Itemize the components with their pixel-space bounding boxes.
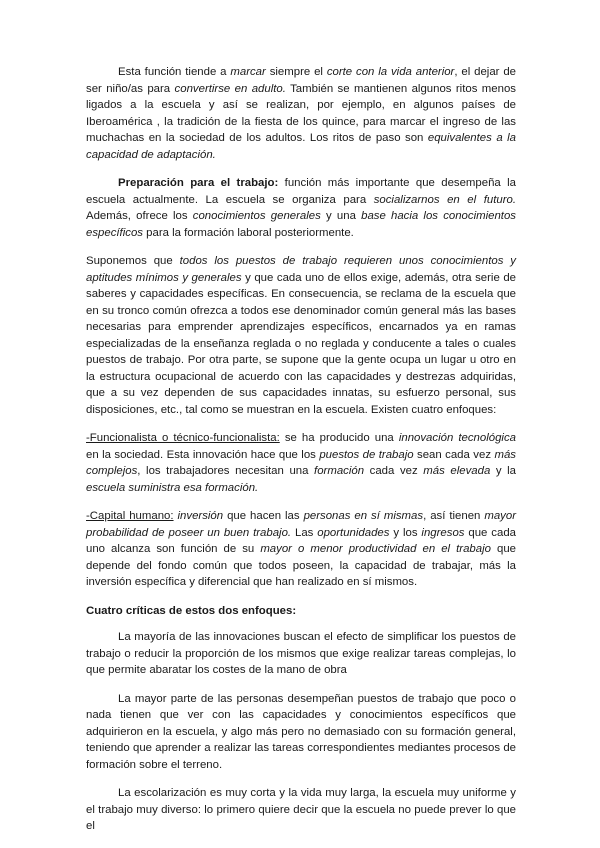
paragraph-work-preparation: Preparación para el trabajo: función más importante que desempeña la escuela actualmente. La escuela se organiza para socializarnos en el futuro. Además, ofrece los conocimientos generales y una base hacia los conocimientos específicos para la formación laboral posteriormente.: [86, 177, 516, 239]
paragraph-critique-1: La mayoría de las innovaciones buscan el efecto de simplificar los puestos de trabajo o reducir la proporción de los mismos que exige realizar tareas complejas, lo que permite abaratar los costes de la mano de obra: [86, 631, 516, 676]
paragraph-critique-3: La escolarización es muy corta y la vida muy larga, la escuela muy uniforme y el trabajo muy diverso: lo primero quiere decir que la escuela no puede prever lo que el: [86, 787, 516, 832]
document-page: [86, 64, 516, 847]
paragraph-critique-2: La mayor parte de las personas desempeñan puestos de trabajo que poco o nada tienen que ver con las capacidades y conocimientos específicos que adquirieron en la escuela, y algo más pero no demasiado con su formación general, teniendo que aprender a realizar las tareas correspondientes mediantes procesos de formación sobre el terreno.: [86, 692, 516, 771]
paragraph-rites: Esta función tiende a marcar siempre el corte con la vida anterior, el dejar de ser niño/as para convertirse en adulto. También se mantienen algunos ritos menos ligados a la escuela y así se realizan, por ejemplo, en algunos países de Iberoamérica , la tradición de la fiesta de los quince, para marcar el ingreso de las muchachas en la sociedad de los adultos. Los ritos de paso son equivalentes a la capacidad de adaptación.: [86, 66, 516, 161]
paragraph-functionalist: -Funcionalista o técnico-funcionalista: se ha producido una innovación tecnológica en la sociedad. Esta innovación hace que los puestos de trabajo sean cada vez más complejos, los trabajadores necesitan una formación cada vez más elevada y la escuela suministra esa formación.: [86, 432, 517, 494]
section-heading: Cuatro críticas de estos dos enfoques:: [86, 604, 297, 617]
paragraph-human-capital: -Capital humano: inversión que hacen las personas en sí mismas, así tienen mayor probabilidad de poseer un buen trabajo. Las oportunidades y los ingresos que cada uno alcanza son función de su mayor o menor productividad en el trabajo que depende del fondo común que todos poseen, la capacidad de trabajar, más la inversión específica y diferencial que han realizado en sí mismos.: [86, 510, 517, 588]
paragraph-assumptions: Suponemos que todos los puestos de trabajo requieren unos conocimientos y aptitudes mínimos y generales y que cada uno de ellos exige, además, otra serie de saberes y capacidades específicas. En consecuencia, se reclama de la escuela que en su tronco común ofrezca a todos ese denominador común general más las bases necesarias para emprender aprendizajes específicos, encarnados ya en ramas especializadas de la enseñanza reglada o no reglada y conducente a tales o cuales puestos de trabajo. Por otra parte, se supone que la gente ocupa un lugar u otro en la estructura ocupacional de acuerdo con las capacidades y destrezas adquiridas, que a su vez dependen de sus capacidades innatas, su esfuerzo personal, sus disposiciones, etc., tal como se muestran en la escuela. Existen cuatro enfoques:: [86, 255, 517, 416]
